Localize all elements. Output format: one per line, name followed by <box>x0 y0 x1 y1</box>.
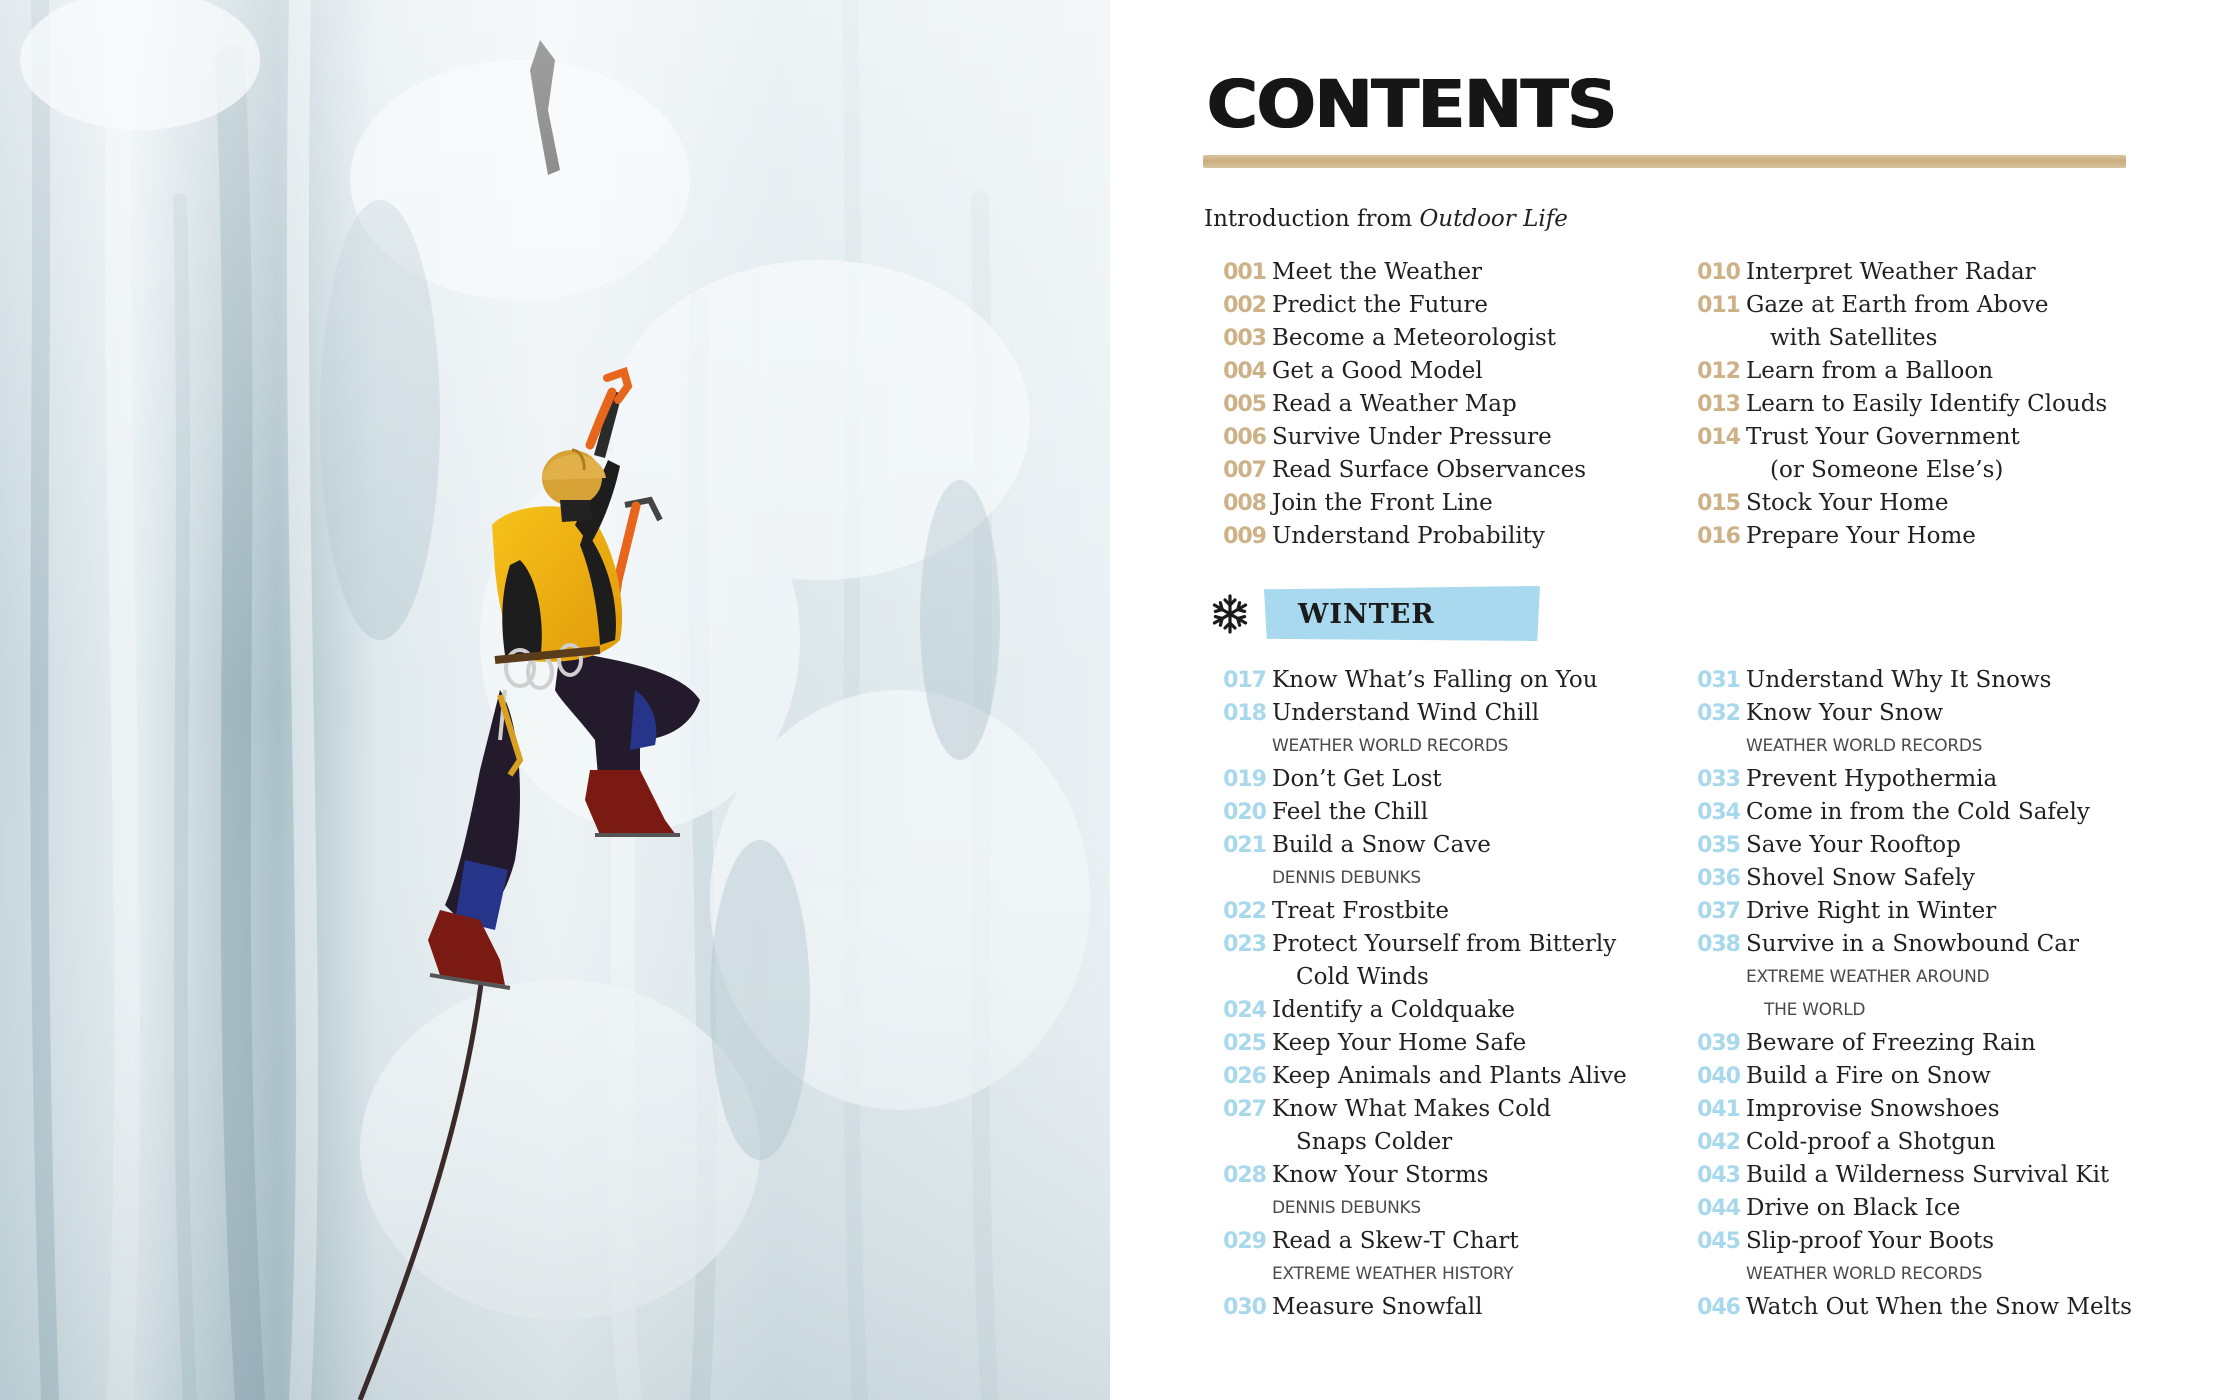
chapter-title: Cold Winds <box>1296 964 1429 990</box>
toc-entry[interactable] <box>1204 664 1674 697</box>
chapter-title: Know What’s Falling on You <box>1272 667 1598 693</box>
chapter-title: Stock Your Home <box>1746 490 1949 516</box>
chapter-title: Know Your Storms <box>1272 1162 1489 1188</box>
chapter-number: 045 <box>1697 1229 1740 1254</box>
chapter-title: Become a Meteorologist <box>1272 325 1557 351</box>
toc-entry[interactable] <box>1678 256 2148 289</box>
chapter-title: Understand Why It Snows <box>1746 667 2052 693</box>
chapter-title: Save Your Rooftop <box>1746 832 1961 858</box>
toc-entry[interactable] <box>1204 322 1674 355</box>
toc-entry[interactable] <box>1204 763 1674 796</box>
chapter-title: EXTREME WEATHER HISTORY <box>1272 1264 1514 1284</box>
chapter-title: Drive on Black Ice <box>1746 1195 1961 1221</box>
chapter-title: Read a Skew-T Chart <box>1272 1228 1519 1254</box>
chapter-number: 011 <box>1697 293 1740 318</box>
chapter-title: Prepare Your Home <box>1746 523 1976 549</box>
toc-entry[interactable] <box>1678 862 2148 895</box>
chapter-title: DENNIS DEBUNKS <box>1272 1198 1421 1218</box>
page-title: CONTENTS <box>1207 66 1617 143</box>
chapter-title: Read Surface Observances <box>1272 457 1587 483</box>
toc-entry[interactable] <box>1204 421 1674 454</box>
toc-entry[interactable] <box>1204 697 1674 730</box>
toc-entry[interactable] <box>1678 1159 2148 1192</box>
toc-entry[interactable] <box>1678 928 2148 961</box>
winter-chapters-right <box>1678 664 2148 1324</box>
chapter-title: Build a Fire on Snow <box>1746 1063 1991 1089</box>
chapter-number: 039 <box>1697 1031 1740 1056</box>
chapter-title: Cold-proof a Shotgun <box>1746 1129 1996 1155</box>
toc-entry[interactable] <box>1678 1093 2148 1126</box>
chapter-title: Feel the Chill <box>1272 799 1429 825</box>
toc-entry[interactable] <box>1204 1159 1674 1192</box>
chapter-title: Snaps Colder <box>1296 1129 1453 1155</box>
toc-subentry <box>1678 994 2148 1027</box>
chapter-number: 026 <box>1223 1064 1266 1089</box>
toc-entry[interactable] <box>1204 355 1674 388</box>
chapter-title: THE WORLD <box>1764 1000 1866 1020</box>
contents-page <box>1110 0 2216 1400</box>
toc-entry[interactable] <box>1678 796 2148 829</box>
winter-chapters-left <box>1204 664 1674 1324</box>
toc-entry[interactable] <box>1678 355 2148 388</box>
chapter-title: Meet the Weather <box>1272 259 1483 285</box>
chapter-number: 037 <box>1697 899 1740 924</box>
chapter-number: 038 <box>1697 932 1740 957</box>
toc-entry[interactable] <box>1204 928 1674 961</box>
toc-entry[interactable] <box>1678 520 2148 553</box>
toc-entry[interactable] <box>1204 1291 1674 1324</box>
chapter-title: Learn from a Balloon <box>1746 358 1994 384</box>
toc-subentry <box>1678 961 2148 994</box>
toc-entry[interactable] <box>1678 1192 2148 1225</box>
winter-heading: WINTER <box>1298 599 1435 630</box>
toc-entry[interactable] <box>1678 1027 2148 1060</box>
chapter-number: 029 <box>1223 1229 1266 1254</box>
toc-entry[interactable] <box>1204 829 1674 862</box>
chapter-title: EXTREME WEATHER AROUND <box>1746 967 1990 987</box>
chapter-number: 030 <box>1223 1295 1266 1320</box>
chapter-title: with Satellites <box>1770 325 1938 351</box>
chapter-title: Get a Good Model <box>1272 358 1483 384</box>
chapter-title: Survive Under Pressure <box>1272 424 1552 450</box>
general-chapters-left <box>1204 256 1674 553</box>
toc-entry[interactable] <box>1204 1225 1674 1258</box>
toc-entry[interactable] <box>1678 1060 2148 1093</box>
chapter-title: WEATHER WORLD RECORDS <box>1272 736 1509 756</box>
chapter-title: DENNIS DEBUNKS <box>1272 868 1421 888</box>
chapter-title: Improvise Snowshoes <box>1746 1096 2000 1122</box>
chapter-title: WEATHER WORLD RECORDS <box>1746 1264 1983 1284</box>
chapter-number: 007 <box>1223 458 1266 483</box>
title-rule <box>1203 155 2126 168</box>
toc-entry-continuation <box>1204 1126 1674 1159</box>
toc-entry[interactable] <box>1678 1126 2148 1159</box>
toc-entry[interactable] <box>1204 994 1674 1027</box>
chapter-number: 002 <box>1223 293 1266 318</box>
chapter-number: 004 <box>1223 359 1266 384</box>
winter-section-header <box>1204 586 1540 641</box>
chapter-title: Prevent Hypothermia <box>1746 766 1998 792</box>
chapter-number: 031 <box>1697 668 1740 693</box>
toc-entry[interactable] <box>1204 1093 1674 1126</box>
toc-entry[interactable] <box>1678 487 2148 520</box>
chapter-title: (or Someone Else’s) <box>1770 457 2004 483</box>
introduction-entry[interactable] <box>1204 206 1568 232</box>
toc-entry[interactable] <box>1678 388 2148 421</box>
toc-subentry <box>1678 1258 2148 1291</box>
chapter-title: Predict the Future <box>1272 292 1489 318</box>
chapter-title: Identify a Coldquake <box>1272 997 1515 1023</box>
chapter-title: Keep Your Home Safe <box>1272 1030 1527 1056</box>
chapter-title: Shovel Snow Safely <box>1746 865 1976 891</box>
toc-entry[interactable] <box>1204 487 1674 520</box>
chapter-number: 001 <box>1223 260 1266 285</box>
chapter-number: 022 <box>1223 899 1266 924</box>
chapter-title: Build a Wilderness Survival Kit <box>1746 1162 2110 1188</box>
toc-entry[interactable] <box>1204 256 1674 289</box>
chapter-title: Build a Snow Cave <box>1272 832 1491 858</box>
chapter-number: 015 <box>1697 491 1740 516</box>
chapter-title: Slip-proof Your Boots <box>1746 1228 1994 1254</box>
toc-subentry <box>1204 730 1674 763</box>
chapter-title: Interpret Weather Radar <box>1746 259 2036 285</box>
toc-entry-continuation <box>1678 322 2148 355</box>
chapter-title: Treat Frostbite <box>1272 898 1449 924</box>
general-chapters-right <box>1678 256 2148 553</box>
chapter-number: 021 <box>1223 833 1266 858</box>
chapter-number: 017 <box>1223 668 1266 693</box>
chapter-number: 032 <box>1697 701 1740 726</box>
chapter-title: Protect Yourself from Bitterly <box>1272 931 1617 957</box>
chapter-title: Trust Your Government <box>1746 424 2020 450</box>
chapter-number: 010 <box>1697 260 1740 285</box>
chapter-number: 023 <box>1223 932 1266 957</box>
chapter-title: WEATHER WORLD RECORDS <box>1746 736 1983 756</box>
toc-entry[interactable] <box>1204 1027 1674 1060</box>
chapter-title: Know What Makes Cold <box>1272 1096 1552 1122</box>
chapter-number: 034 <box>1697 800 1740 825</box>
toc-entry[interactable] <box>1678 763 2148 796</box>
chapter-number: 042 <box>1697 1130 1740 1155</box>
chapter-number: 009 <box>1223 524 1266 549</box>
snowflake-icon <box>1210 594 1250 634</box>
chapter-number: 044 <box>1697 1196 1740 1221</box>
chapter-title: Read a Weather Map <box>1272 391 1517 417</box>
toc-entry[interactable] <box>1204 454 1674 487</box>
chapter-title: Gaze at Earth from Above <box>1746 292 2049 318</box>
chapter-number: 005 <box>1223 392 1266 417</box>
toc-entry[interactable] <box>1678 289 2148 322</box>
chapter-title: Beware of Freezing Rain <box>1746 1030 2036 1056</box>
chapter-title: Understand Probability <box>1272 523 1545 549</box>
chapter-number: 013 <box>1697 392 1740 417</box>
toc-entry[interactable] <box>1204 520 1674 553</box>
chapter-number: 027 <box>1223 1097 1266 1122</box>
chapter-number: 019 <box>1223 767 1266 792</box>
toc-entry[interactable] <box>1678 829 2148 862</box>
chapter-title: Measure Snowfall <box>1272 1294 1483 1320</box>
chapter-title: Don’t Get Lost <box>1272 766 1442 792</box>
intro-title: Outdoor Life <box>1419 206 1568 232</box>
chapter-number: 008 <box>1223 491 1266 516</box>
chapter-title: Learn to Easily Identify Clouds <box>1746 391 2108 417</box>
toc-entry[interactable] <box>1678 421 2148 454</box>
chapter-title: Keep Animals and Plants Alive <box>1272 1063 1627 1089</box>
toc-entry[interactable] <box>1678 1291 2148 1324</box>
chapter-number: 043 <box>1697 1163 1740 1188</box>
chapter-number: 014 <box>1697 425 1740 450</box>
chapter-number: 036 <box>1697 866 1740 891</box>
toc-entry[interactable] <box>1678 664 2148 697</box>
chapter-number: 018 <box>1223 701 1266 726</box>
chapter-title: Drive Right in Winter <box>1746 898 1997 924</box>
toc-entry[interactable] <box>1204 289 1674 322</box>
chapter-number: 016 <box>1697 524 1740 549</box>
chapter-title: Watch Out When the Snow Melts <box>1746 1294 2132 1320</box>
toc-subentry <box>1204 1258 1674 1291</box>
chapter-number: 035 <box>1697 833 1740 858</box>
chapter-title: Understand Wind Chill <box>1272 700 1540 726</box>
chapter-number: 028 <box>1223 1163 1266 1188</box>
toc-entry[interactable] <box>1204 895 1674 928</box>
toc-entry-continuation <box>1678 454 2148 487</box>
chapter-number: 046 <box>1697 1295 1740 1320</box>
chapter-number: 020 <box>1223 800 1266 825</box>
intro-prefix: Introduction from <box>1204 206 1420 232</box>
toc-entry-continuation <box>1204 961 1674 994</box>
toc-subentry <box>1204 862 1674 895</box>
chapter-number: 006 <box>1223 425 1266 450</box>
toc-entry[interactable] <box>1678 895 2148 928</box>
chapter-title: Come in from the Cold Safely <box>1746 799 2090 825</box>
chapter-title: Join the Front Line <box>1272 490 1493 516</box>
toc-entry[interactable] <box>1678 697 2148 730</box>
chapter-number: 041 <box>1697 1097 1740 1122</box>
chapter-number: 040 <box>1697 1064 1740 1089</box>
toc-entry[interactable] <box>1204 796 1674 829</box>
toc-entry[interactable] <box>1678 1225 2148 1258</box>
toc-entry[interactable] <box>1204 388 1674 421</box>
chapter-number: 033 <box>1697 767 1740 792</box>
toc-subentry <box>1204 1192 1674 1225</box>
chapter-number: 025 <box>1223 1031 1266 1056</box>
chapter-number: 024 <box>1223 998 1266 1023</box>
chapter-title: Survive in a Snowbound Car <box>1746 931 2079 957</box>
chapter-number: 003 <box>1223 326 1266 351</box>
toc-subentry <box>1678 730 2148 763</box>
chapter-title: Know Your Snow <box>1746 700 1944 726</box>
chapter-number: 012 <box>1697 359 1740 384</box>
toc-entry[interactable] <box>1204 1060 1674 1093</box>
